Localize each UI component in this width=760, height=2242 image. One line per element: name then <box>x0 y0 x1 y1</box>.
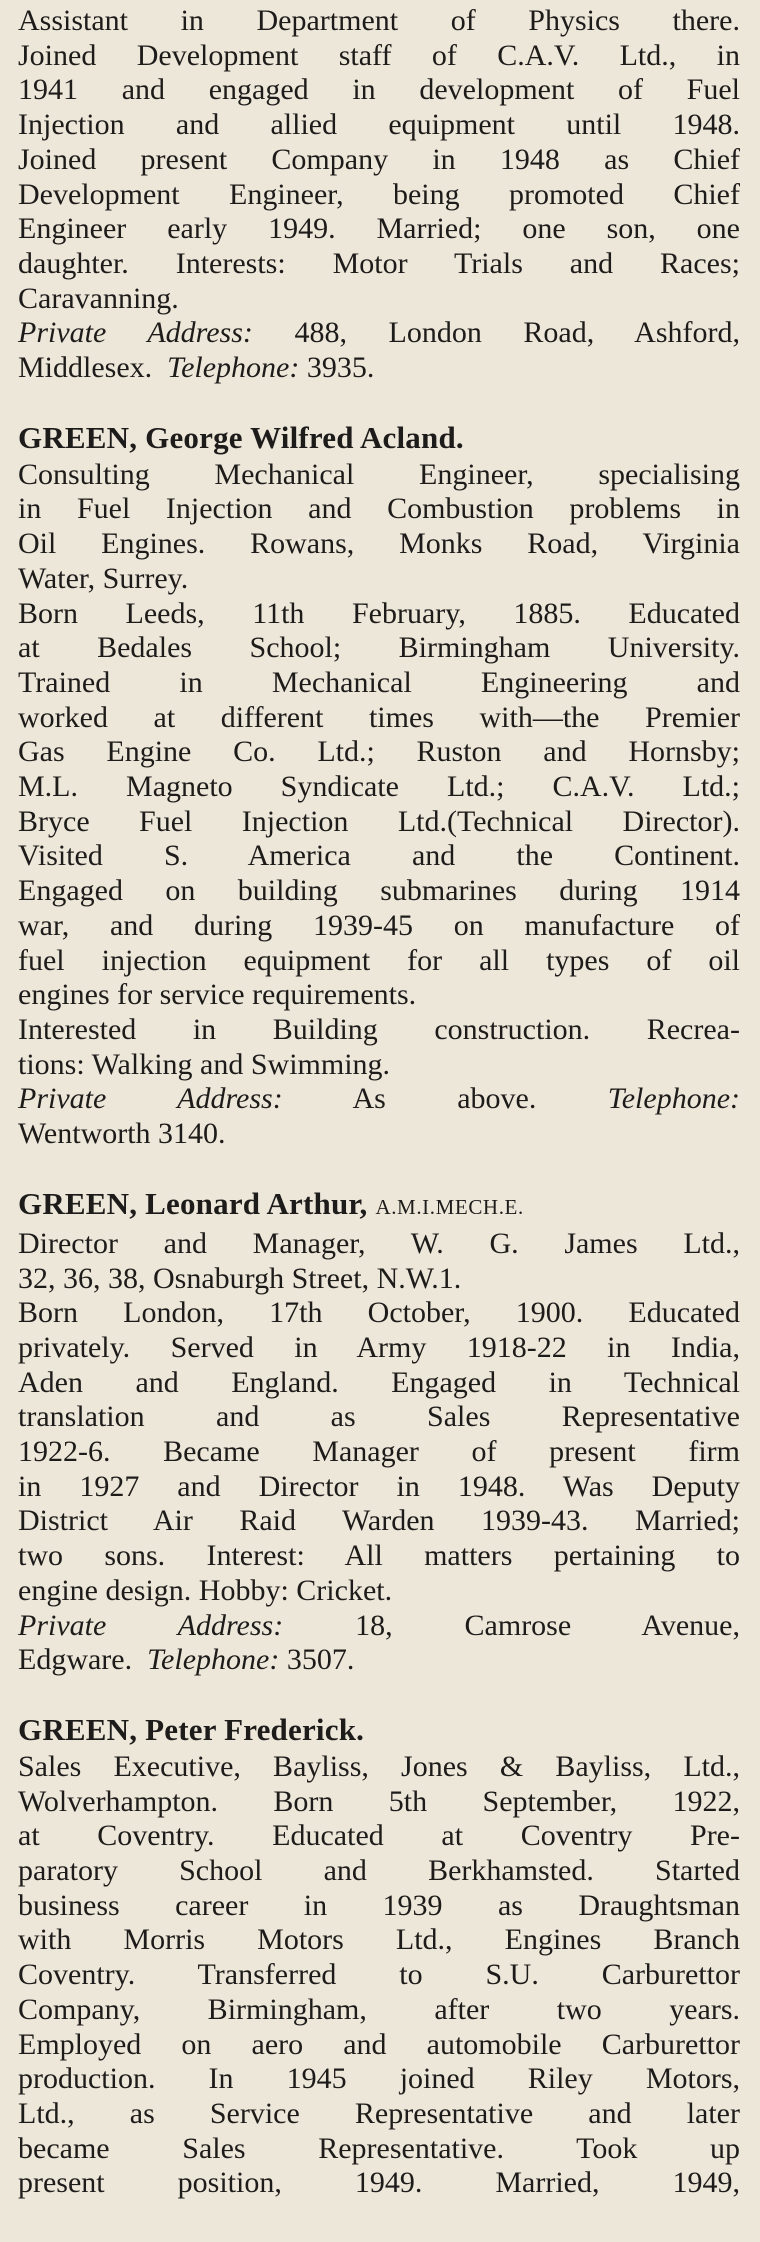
entry-name-text: GREEN, Leonard Arthur, <box>18 1185 368 1221</box>
entry-text-line: paratory School and Berkhamsted. Started <box>18 1854 740 1888</box>
entry-text-line: Oil Engines. Rowans, Monks Road, Virginia <box>18 527 740 561</box>
entry-name: GREEN, Peter Frederick. <box>18 1711 365 1747</box>
entry-text-line: engine design. Hobby: Cricket. <box>18 1573 393 1607</box>
entry-text-line: at Coventry. Educated at Coventry Pre- <box>18 1819 740 1853</box>
private-address: As above. <box>352 1082 537 1116</box>
entry-text-line: Water, Surrey. <box>18 561 189 595</box>
private-address: 18, Camrose Avenue, <box>355 1608 740 1642</box>
entry-green-peter <box>18 1712 740 2201</box>
private-address-line <box>18 316 740 351</box>
entry-text-line: Company, Birmingham, after two years. <box>18 1992 740 2026</box>
entry-text-line: M.L. Magneto Syndicate Ltd.; C.A.V. Ltd.; <box>18 770 740 804</box>
entry-text-line: Joined Development staff of C.A.V. Ltd., in <box>18 38 740 72</box>
entry-text-line: Interested in Building construction. Recrea- <box>18 1012 740 1046</box>
entry-text-line: Trained in Mechanical Engineering and <box>18 665 740 699</box>
telephone-number: Wentworth 3140. <box>18 1117 226 1151</box>
entry-continuation <box>18 4 740 386</box>
entry-name: GREEN, George Wilfred Acland. <box>18 419 464 455</box>
entry-text-line: fuel injection equipment for all types of oil <box>18 943 740 977</box>
entry-text-line: worked at different times with—the Premier <box>18 700 740 734</box>
entry-text-line: Director and Manager, W. G. James Ltd., <box>18 1226 740 1260</box>
entry-text-line: engines for service requirements. <box>18 978 417 1012</box>
entry-text-line: Caravanning. <box>18 281 179 315</box>
entry-text-line: Gas Engine Co. Ltd.; Ruston and Hornsby; <box>18 735 740 769</box>
entry-text-line: District Air Raid Warden 1939-43. Married; <box>18 1504 740 1538</box>
telephone-line <box>18 351 740 386</box>
telephone-label: Telephone: <box>147 1643 280 1677</box>
entry-text-line: Born London, 17th October, 1900. Educated <box>18 1296 740 1330</box>
entry-text-line: Employed on aero and automobile Carburettor <box>18 2027 740 2061</box>
telephone-number: 3507. <box>286 1643 355 1677</box>
entry-text-line: Coventry. Transferred to S.U. Carburettor <box>18 1958 740 1992</box>
entry-text-line: Engineer early 1949. Married; one son, one <box>18 212 740 246</box>
private-address-town: Middlesex. <box>18 351 153 385</box>
entry-text-line: war, and during 1939-45 on manufacture of <box>18 908 740 942</box>
private-address-line <box>18 1609 740 1644</box>
entry-text-line: Ltd., as Service Representative and later <box>18 2096 740 2130</box>
entry-text-line: Development Engineer, being promoted Chief <box>18 177 740 211</box>
entry-text-line: 1922-6. Became Manager of present firm <box>18 1435 740 1469</box>
entry-text-line: 1941 and engaged in development of Fuel <box>18 73 740 107</box>
entry-text-line: at Bedales School; Birmingham University. <box>18 631 740 665</box>
telephone-line <box>18 1643 740 1678</box>
private-address-town: Edgware. <box>18 1643 133 1677</box>
entry-text-line: Visited S. America and the Continent. <box>18 839 740 873</box>
private-address-line <box>18 1082 740 1117</box>
entry-text-line: Aden and England. Engaged in Technical <box>18 1365 740 1399</box>
entry-name <box>18 1186 740 1225</box>
entry-text-line: business career in 1939 as Draughtsman <box>18 1888 740 1922</box>
entry-text-line: Sales Executive, Bayliss, Jones & Bayliss, Ltd., <box>18 1749 740 1783</box>
private-address-label: Private Address: <box>18 1608 284 1642</box>
entry-text-line: Joined present Company in 1948 as Chief <box>18 142 740 176</box>
telephone-number: 3935. <box>306 351 375 385</box>
entry-green-george <box>18 420 740 1152</box>
telephone-label: Telephone: <box>167 351 300 385</box>
entry-text-line: daughter. Interests: Motor Trials and Races; <box>18 246 740 280</box>
telephone-line <box>18 1117 740 1152</box>
entry-text-line: Bryce Fuel Injection Ltd.(Technical Director). <box>18 804 740 838</box>
private-address-label: Private Address: <box>18 1082 283 1116</box>
entry-green-leonard <box>18 1186 740 1678</box>
entry-text-line: in Fuel Injection and Combustion problems in <box>18 492 740 526</box>
entry-text-line: in 1927 and Director in 1948. Was Deputy <box>18 1469 740 1503</box>
entry-text-line: translation and as Sales Representative <box>18 1400 740 1434</box>
telephone-label: Telephone: <box>607 1082 740 1116</box>
entry-text-line: tions: Walking and Swimming. <box>18 1047 391 1081</box>
entry-text-line: with Morris Motors Ltd., Engines Branch <box>18 1923 740 1957</box>
entry-text-line: Injection and allied equipment until 1948. <box>18 108 740 142</box>
entry-text-line: Born Leeds, 11th February, 1885. Educated <box>18 596 740 630</box>
entry-text-line: present position, 1949. Married, 1949, <box>18 2166 740 2200</box>
entry-text-line: privately. Served in Army 1918-22 in India, <box>18 1330 740 1364</box>
entry-text-line: Engaged on building submarines during 1914 <box>18 874 740 908</box>
private-address-label: Private Address: <box>18 316 253 350</box>
entry-text-line: 32, 36, 38, Osnaburgh Street, N.W.1. <box>18 1261 462 1295</box>
entry-text-line: became Sales Representative. Took up <box>18 2131 740 2165</box>
private-address: 488, London Road, Ashford, <box>294 316 740 350</box>
entry-text-line: production. In 1945 joined Riley Motors, <box>18 2062 740 2096</box>
entry-text-line: two sons. Interest: All matters pertaining to <box>18 1539 740 1573</box>
entry-text-line: Wolverhampton. Born 5th September, 1922, <box>18 1784 740 1818</box>
entry-qualification: A.M.I.MECH.E. <box>375 1194 524 1219</box>
entry-text-line: Assistant in Department of Physics there. <box>18 4 740 37</box>
entry-text-line: Consulting Mechanical Engineer, specialising <box>18 457 740 491</box>
